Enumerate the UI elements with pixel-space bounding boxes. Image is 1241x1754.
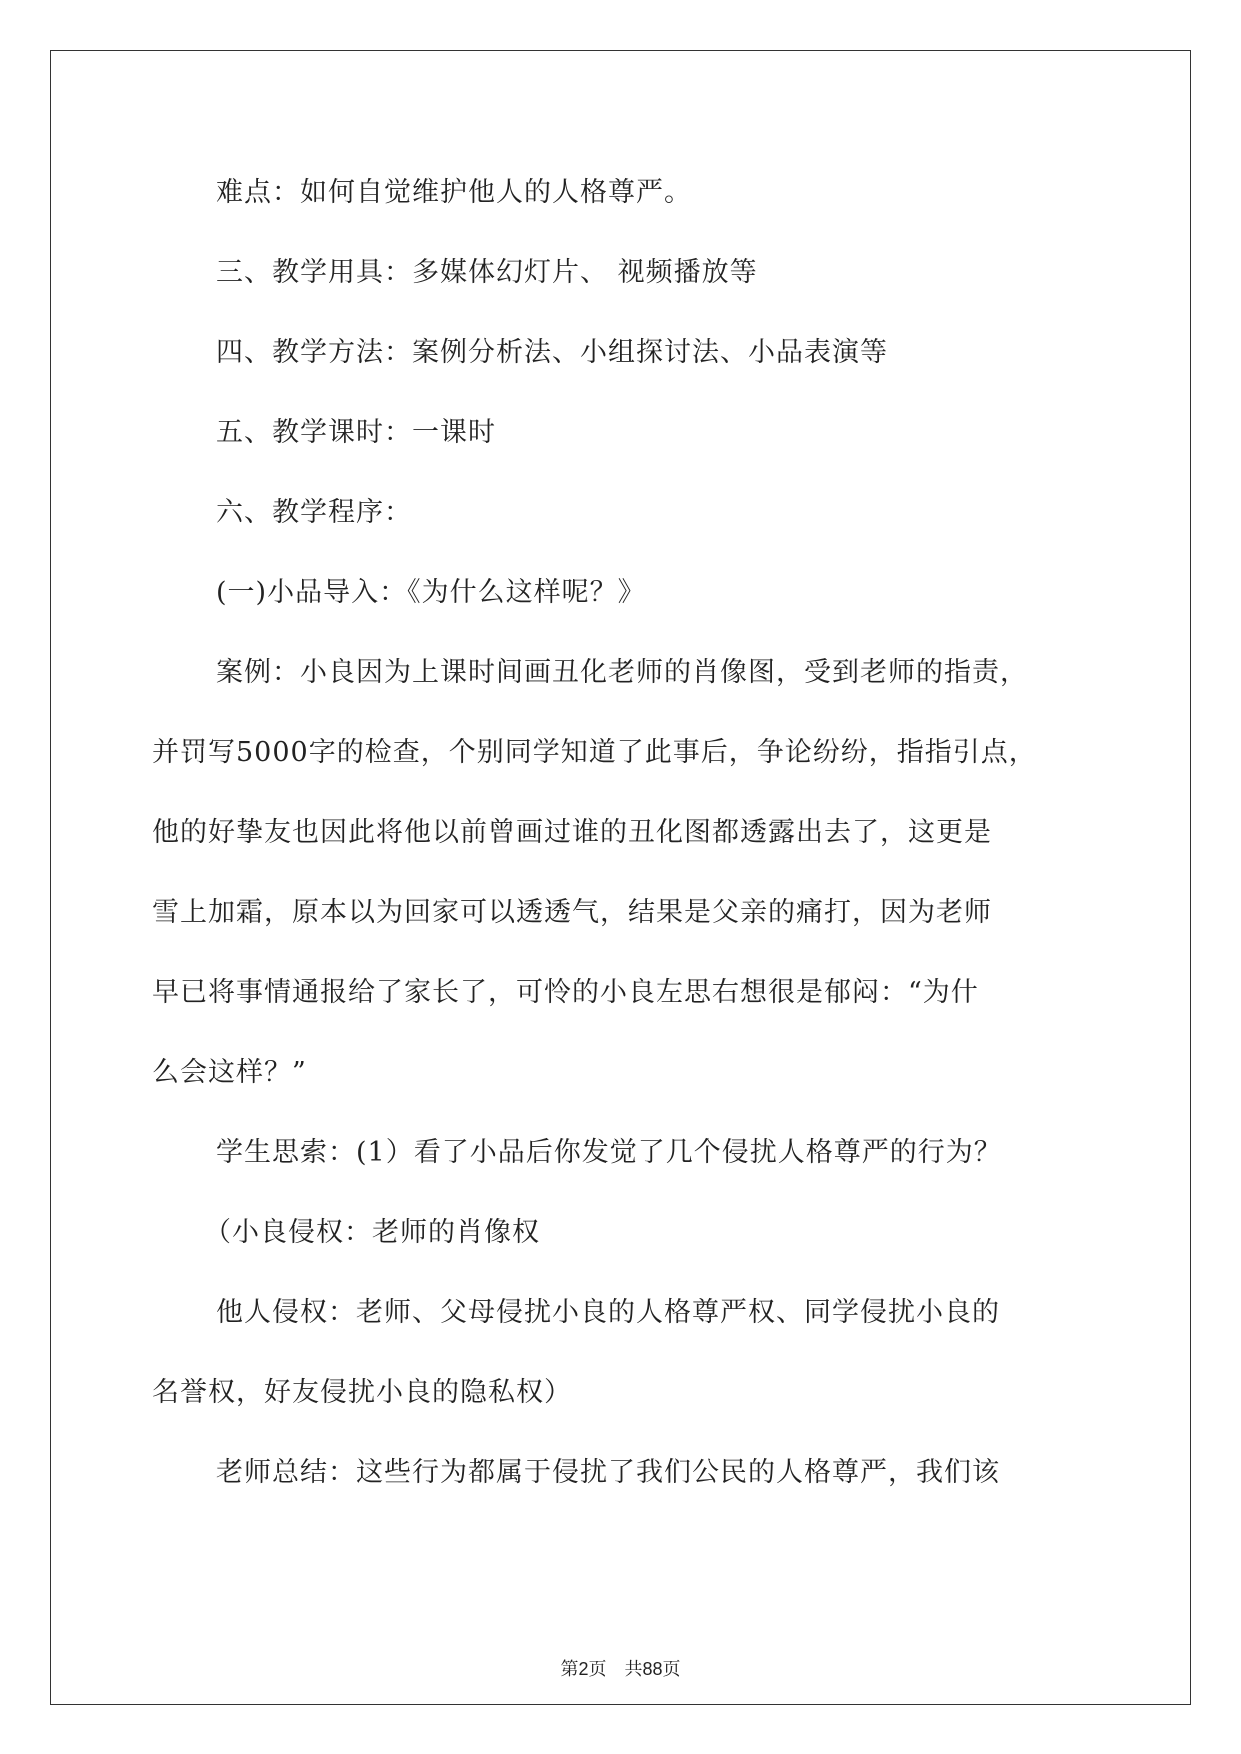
footer-suffix: 页 [662,1659,681,1679]
text-line-infringement-3: 名誉权，好友侵扰小良的隐私权） [152,1377,572,1408]
text-line-difficulty: 难点：如何自觉维护他人的人格尊严。 [216,177,692,208]
text-line-teaching-procedure: 六、教学程序： [216,497,412,528]
text-line-class-hours: 五、教学课时：一课时 [216,417,496,448]
text-line-teaching-tools: 三、教学用具：多媒体幻灯片、 视频播放等 [216,257,758,288]
page-footer [0,1658,1241,1680]
text-line-infringement-2: 他人侵权：老师、父母侵扰小良的人格尊严权、同学侵扰小良的 [216,1297,1000,1328]
text-line-skit-intro: (一)小品导入：《为什么这样呢？》 [216,577,646,608]
footer-middle: 页 共 [588,1659,643,1679]
text-line-case-1: 案例：小良因为上课时间画丑化老师的肖像图，受到老师的指责， [216,657,1028,688]
text-line-teaching-methods: 四、教学方法：案例分析法、小组探讨法、小品表演等 [216,337,888,368]
text-line-case-2: 并罚写5000字的检查，个别同学知道了此事后，争论纷纷，指指引点， [152,737,1037,768]
text-line-case-4: 雪上加霜，原本以为回家可以透透气，结果是父亲的痛打，因为老师 [152,897,992,928]
text-line-teacher-summary: 老师总结：这些行为都属于侵扰了我们公民的人格尊严，我们该 [216,1457,1000,1488]
footer-page-number: 2 [578,1659,589,1679]
text-line-case-5: 早已将事情通报给了家长了，可怜的小良左思右想很是郁闷：“为什 [152,977,979,1008]
footer-prefix: 第 [560,1659,579,1679]
text-line-case-3: 他的好挚友也因此将他以前曾画过谁的丑化图都透露出去了，这更是 [152,817,992,848]
text-line-student-thinking: 学生思索：(1）看了小品后你发觉了几个侵扰人格尊严的行为？ [216,1137,1002,1168]
text-line-case-6: 么会这样？” [152,1057,307,1088]
footer-total-pages: 88 [642,1659,663,1679]
text-line-infringement-1: （小良侵权：老师的肖像权 [204,1217,540,1248]
